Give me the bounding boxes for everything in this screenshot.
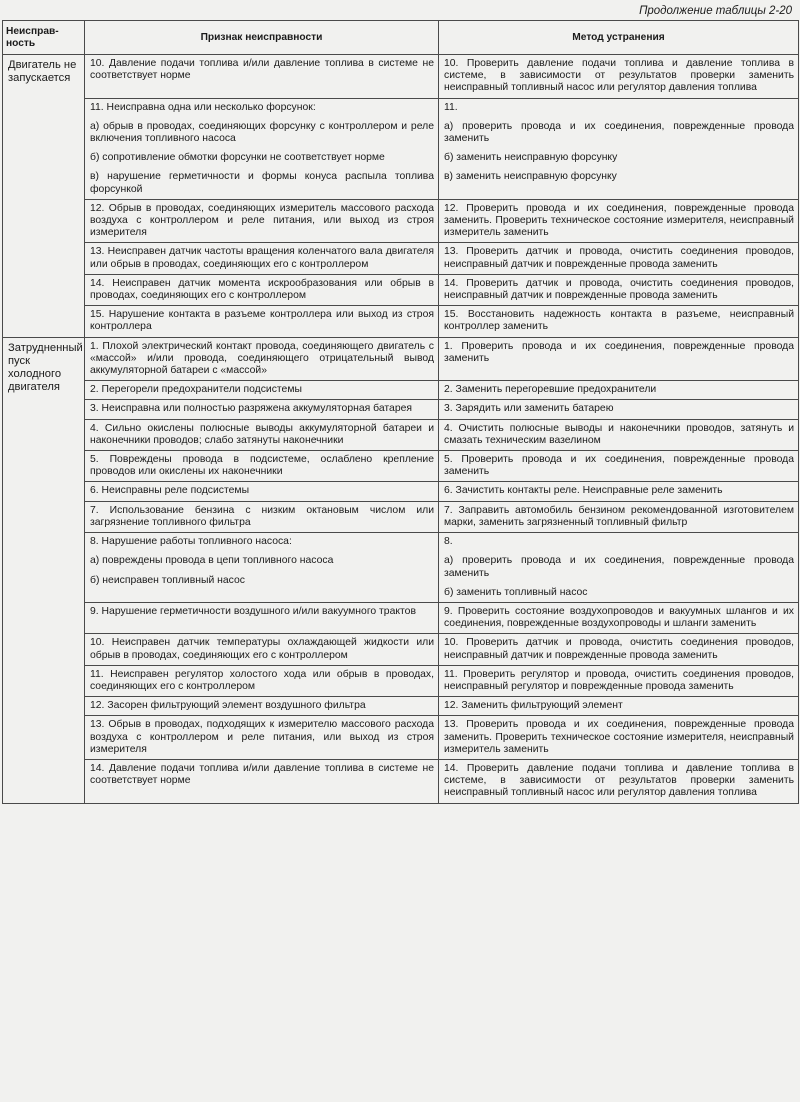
remedy-text: 4. Очистить полюсные выводы и наконечники проводов, затянуть и смазать техническим вазелином	[444, 422, 794, 446]
symptom-text: 4. Сильно окислены полюсные выводы аккумуляторной батареи и наконечники проводов; слабо затянуты наконечники	[90, 422, 434, 446]
remedy-cell	[439, 274, 799, 305]
table-row	[3, 381, 799, 400]
symptom-text: б) сопротивление обмотки форсунки не соответствует норме	[90, 152, 385, 164]
table-row	[3, 243, 799, 274]
remedy-cell	[439, 533, 799, 603]
table-row	[3, 337, 799, 381]
table-row	[3, 482, 799, 501]
symptom-cell	[85, 716, 439, 760]
table-row	[3, 400, 799, 419]
table-row	[3, 634, 799, 665]
remedy-text: 13. Проверить датчик и провода, очистить соединения проводов, неисправный датчик и поврежденные провода заменить	[444, 246, 794, 270]
remedy-text: б) заменить топливный насос	[444, 586, 588, 598]
remedy-cell	[439, 381, 799, 400]
remedy-text: 15. Восстановить надежность контакта в разъеме, неисправный контроллер заменить	[444, 309, 794, 333]
symptom-text: 13. Обрыв в проводах, подходящих к измерителю массового расхода воздуха с контроллером и реле питания, или выход из строя измерителя	[90, 719, 434, 755]
remedy-text: 3. Зарядить или заменить батарею	[444, 403, 614, 415]
symptom-cell	[85, 98, 439, 199]
remedy-cell	[439, 602, 799, 633]
remedy-text: а) проверить провода и их соединения, поврежденные провода заменить	[444, 120, 794, 145]
header-symptom: Признак неисправности	[85, 21, 439, 55]
table-row	[3, 602, 799, 633]
symptom-text: 5. Повреждены провода в подсистеме, ослаблено крепление проводов или окислены их наконечники	[90, 454, 434, 478]
symptom-text: 8. Нарушение работы топливного насоса:	[90, 536, 292, 548]
remedy-cell	[439, 199, 799, 243]
table-row	[3, 533, 799, 603]
remedy-text: 9. Проверить состояние воздухопроводов и вакуумных шлангов и их соединения, поврежденные воздухопроводы и шланги заменить	[444, 605, 794, 630]
remedy-text: 1. Проверить провода и их соединения, поврежденные провода заменить	[444, 340, 794, 364]
symptom-text: 10. Неисправен датчик температуры охлаждающей жидкости или обрыв в проводах, соединяющих его с контроллером	[90, 637, 434, 661]
remedy-text: 14. Проверить давление подачи топлива и давление топлива в системе, в зависимости от результатов проверки заменить неисправный топливный насос или регулятор давления топлива	[444, 762, 794, 799]
remedy-text: 6. Зачистить контакты реле. Неисправные реле заменить	[444, 485, 723, 497]
remedy-cell	[439, 337, 799, 381]
remedy-text: 10. Проверить датчик и провода, очистить соединения проводов, неисправный датчик и поврежденные провода заменить	[444, 637, 794, 661]
symptom-cell	[85, 337, 439, 381]
remedy-cell	[439, 634, 799, 665]
remedy-text: 12. Проверить провода и их соединения, поврежденные провода заменить. Проверить техническое состояние измерителя, неисправный измеритель заменить	[444, 202, 794, 239]
remedy-text: 11. Проверить регулятор и провода, очистить соединения проводов, неисправный регулятор и поврежденные провода заменить	[444, 668, 794, 692]
symptom-text: в) нарушение герметичности и формы конуса распыла топлива форсункой	[90, 171, 434, 195]
symptom-text: 2. Перегорели предохранители подсистемы	[90, 384, 302, 396]
table-row	[3, 306, 799, 337]
table-caption: Продолжение таблицы 2-20	[639, 5, 792, 17]
symptom-text: 12. Засорен фильтрующий элемент воздушного фильтра	[90, 700, 366, 712]
remedy-cell	[439, 400, 799, 419]
symptom-text: 12. Обрыв в проводах, соединяющих измеритель массового расхода воздуха с контроллером и реле питания, или выход из строя измерителя	[90, 202, 434, 239]
symptom-cell	[85, 697, 439, 716]
symptom-cell	[85, 400, 439, 419]
symptom-cell	[85, 482, 439, 501]
symptom-cell	[85, 243, 439, 274]
symptom-text: 14. Неисправен датчик момента искрообразования или обрыв в проводах, соединяющих его с контроллером	[90, 277, 434, 302]
remedy-text: 13. Проверить провода и их соединения, поврежденные провода заменить. Проверить техническое состояние измерителя, неисправный измеритель заменить	[444, 719, 794, 755]
header-fault: Неисправ- ность	[3, 21, 85, 55]
symptom-text: 3. Неисправна или полностью разряжена аккумуляторная батарея	[90, 403, 413, 415]
table-row	[3, 451, 799, 482]
table-row	[3, 665, 799, 696]
remedy-text: 11.	[444, 101, 458, 113]
symptom-cell	[85, 451, 439, 482]
symptom-text: 14. Давление подачи топлива и/или давление топлива в системе не соответствует норме	[90, 762, 434, 787]
table-header-row	[3, 21, 799, 55]
table-row	[3, 697, 799, 716]
table-row	[3, 716, 799, 760]
table-row	[3, 199, 799, 243]
symptom-text: 11. Неисправна одна или несколько форсунок:	[90, 101, 316, 113]
table-row	[3, 98, 799, 199]
remedy-text: 5. Проверить провода и их соединения, поврежденные провода заменить	[444, 454, 794, 478]
symptom-cell	[85, 55, 439, 99]
remedy-text: а) проверить провода и их соединения, поврежденные провода заменить	[444, 555, 794, 579]
symptom-text: 6. Неисправны реле подсистемы	[90, 485, 250, 497]
table-row	[3, 55, 799, 99]
symptom-cell	[85, 199, 439, 243]
symptom-text: 7. Использование бензина с низким октановым числом или загрязнение топливного фильтра	[90, 504, 434, 528]
remedy-cell	[439, 55, 799, 99]
remedy-text: 2. Заменить перегоревшие предохранители	[444, 384, 657, 396]
remedy-cell	[439, 451, 799, 482]
table-row	[3, 759, 799, 803]
table-row	[3, 274, 799, 305]
fault-state-cell: Двигатель не запускается	[3, 55, 85, 338]
symptom-cell	[85, 602, 439, 633]
remedy-text: 8.	[444, 536, 453, 548]
fault-table	[2, 20, 799, 804]
symptom-text: 10. Давление подачи топлива и/или давление топлива в системе не соответствует норме	[90, 58, 434, 82]
remedy-cell	[439, 243, 799, 274]
remedy-cell	[439, 716, 799, 760]
symptom-text: 1. Плохой электрический контакт провода, соединяющего двигатель с «массой» и/или провода, соединяющего отрицательный вывод аккумуляторной батареи с «массой»	[90, 340, 434, 377]
symptom-cell	[85, 501, 439, 532]
remedy-cell	[439, 665, 799, 696]
remedy-text: б) заменить неисправную форсунку	[444, 152, 618, 164]
symptom-text: 11. Неисправен регулятор холостого хода или обрыв в проводах, соединяющих его с контроллером	[90, 668, 434, 692]
remedy-cell	[439, 501, 799, 532]
remedy-cell	[439, 482, 799, 501]
remedy-cell	[439, 306, 799, 337]
remedy-cell	[439, 419, 799, 450]
symptom-text: а) повреждены провода в цепи топливного насоса	[90, 555, 334, 567]
symptom-text: 15. Нарушение контакта в разъеме контроллера или выход из строя контроллера	[90, 309, 434, 333]
remedy-text: 14. Проверить датчик и провода, очистить соединения проводов, неисправный датчик и поврежденные провода заменить	[444, 277, 794, 302]
symptom-cell	[85, 274, 439, 305]
remedy-cell	[439, 759, 799, 803]
symptom-cell	[85, 665, 439, 696]
remedy-text: в) заменить неисправную форсунку	[444, 171, 617, 183]
symptom-text: б) неисправен топливный насос	[90, 574, 245, 586]
remedy-text: 7. Заправить автомобиль бензином рекомендованной изготовителем марки, заменить загрязненный топливный фильтр	[444, 504, 794, 528]
remedy-text: 10. Проверить давление подачи топлива и давление топлива в системе, в зависимости от результатов проверки заменить неисправный топливный насос или регулятор давления топлива	[444, 58, 794, 94]
symptom-cell	[85, 419, 439, 450]
symptom-cell	[85, 759, 439, 803]
symptom-cell	[85, 306, 439, 337]
remedy-cell	[439, 98, 799, 199]
symptom-cell	[85, 533, 439, 603]
remedy-text: 12. Заменить фильтрующий элемент	[444, 700, 623, 712]
table-body	[3, 55, 799, 804]
remedy-cell	[439, 697, 799, 716]
header-remedy: Метод устранения	[439, 21, 799, 55]
table-row	[3, 501, 799, 532]
symptom-cell	[85, 634, 439, 665]
symptom-text: 9. Нарушение герметичности воздушного и/или вакуумного трактов	[90, 605, 416, 617]
symptom-text: а) обрыв в проводах, соединяющих форсунку с контроллером и реле включения топливного насоса	[90, 120, 434, 145]
table-row	[3, 419, 799, 450]
fault-state-cell: Затрудненный пуск холодного двигателя	[3, 337, 85, 803]
symptom-text: 13. Неисправен датчик частоты вращения коленчатого вала двигателя или обрыв в проводах, соединяющих его с контроллером	[90, 246, 434, 270]
symptom-cell	[85, 381, 439, 400]
